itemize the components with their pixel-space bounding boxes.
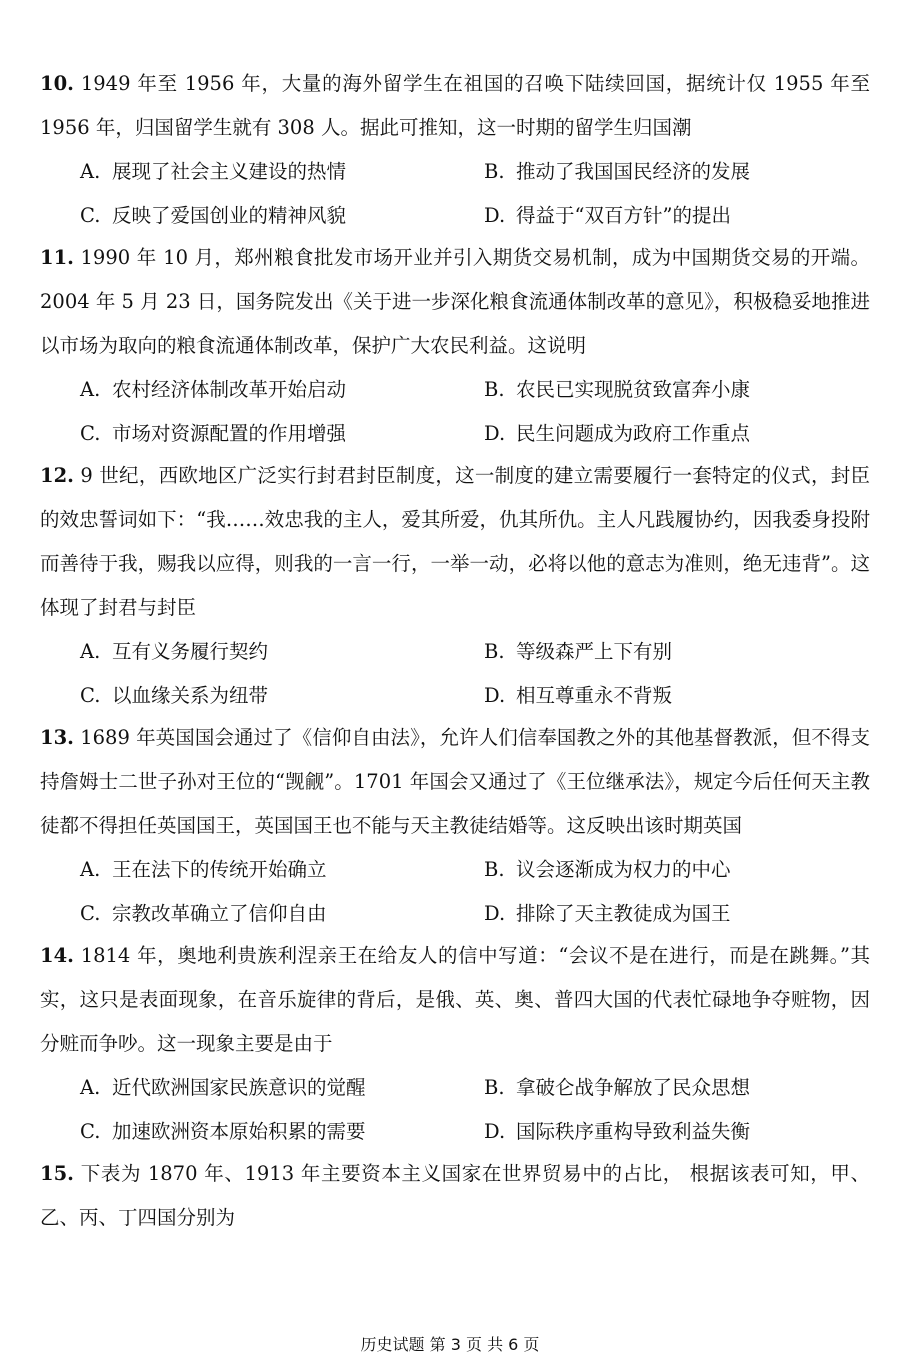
option-a: A. 王在法下的传统开始确立 — [80, 858, 327, 881]
option-b: B. 等级森严上下有别 — [484, 640, 673, 663]
question-number: 11. — [40, 246, 74, 269]
option-c: C. 宗教改革确立了信仰自由 — [80, 902, 327, 925]
question-15 — [40, 1152, 870, 1240]
option-b: B. 拿破仑战争解放了民众思想 — [484, 1076, 751, 1099]
option-a: A. 近代欧洲国家民族意识的觉醒 — [80, 1076, 366, 1099]
question-number: 14. — [40, 944, 74, 967]
option-b: B. 农民已实现脱贫致富奔小康 — [484, 378, 751, 401]
page-footer: 历史试题 第 3 页 共 6 页 — [360, 1335, 540, 1354]
options — [40, 368, 870, 456]
question-number: 15. — [40, 1162, 74, 1185]
option-a: A. 互有义务履行契约 — [80, 640, 269, 663]
question-number: 10. — [40, 72, 74, 95]
question-stem: 1689 年英国国会通过了《信仰自由法》，允许人们信奉国教之外的其他基督教派，但不得支持詹姆士二世子孙对王位的“觊觎”。1701 年国会又通过了《王位继承法》，规定今后任何天主教徒都不得担任英国国王，英国国王也不能与天主教徒结婚等。这反映出该时期英国 — [40, 726, 871, 837]
option-d: D. 排除了天主教徒成为国王 — [484, 902, 731, 925]
option-a: A. 农村经济体制改革开始启动 — [80, 378, 347, 401]
question-stem: 9 世纪，西欧地区广泛实行封君封臣制度，这一制度的建立需要履行一套特定的仪式，封臣的效忠誓词如下：“我……效忠我的主人，爱其所爱，仇其所仇。主人凡践履协约，因我委身投附而善待于我，赐我以应得，则我的一言一行，一举一动，必将以他的意志为准则，绝无违背”。这体现了封君与封臣 — [40, 464, 870, 619]
option-c: C. 加速欧洲资本原始积累的需要 — [80, 1120, 366, 1143]
question-number: 13. — [40, 726, 74, 749]
question-10 — [40, 62, 870, 238]
options — [40, 848, 870, 936]
option-c: C. 反映了爱国创业的精神风貌 — [80, 204, 347, 227]
option-d: D. 相互尊重永不背叛 — [484, 684, 673, 707]
option-b: B. 议会逐渐成为权力的中心 — [484, 858, 731, 881]
question-number: 12. — [40, 464, 74, 487]
question-13 — [40, 716, 870, 936]
question-stem: 1949 年至 1956 年，大量的海外留学生在祖国的召唤下陆续回国，据统计仅 1955 年至 1956 年，归国留学生就有 308 人。据此可推知，这一时期的留学生归国潮 — [40, 72, 871, 139]
option-d: D. 民生问题成为政府工作重点 — [484, 422, 751, 445]
options — [40, 630, 870, 718]
options — [40, 150, 870, 238]
option-a: A. 展现了社会主义建设的热情 — [80, 160, 347, 183]
option-c: C. 以血缘关系为纽带 — [80, 684, 269, 707]
question-14 — [40, 934, 870, 1154]
option-d: D. 国际秩序重构导致利益失衡 — [484, 1120, 751, 1143]
question-stem: 1814 年，奥地利贵族利涅亲王在给友人的信中写道：“会议不是在进行，而是在跳舞。”其实，这只是表面现象，在音乐旋律的背后，是俄、英、奥、普四大国的代表忙碌地争夺赃物，因分赃而争吵。这一现象主要是由于 — [40, 944, 870, 1055]
question-11 — [40, 236, 870, 456]
options — [40, 1066, 870, 1154]
question-stem: 下表为 1870 年、1913 年主要资本主义国家在世界贸易中的占比， 根据该表可知，甲、乙、丙、丁四国分别为 — [40, 1162, 871, 1229]
question-stem: 1990 年 10 月，郑州粮食批发市场开业并引入期货交易机制，成为中国期货交易的开端。2004 年 5 月 23 日，国务院发出《关于进一步深化粮食流通体制改革的意见》，积极稳妥地推进以市场为取向的粮食流通体制改革，保护广大农民利益。这说明 — [40, 246, 870, 357]
option-d: D. 得益于“双百方针”的提出 — [484, 204, 731, 227]
question-12 — [40, 454, 870, 718]
option-b: B. 推动了我国国民经济的发展 — [484, 160, 751, 183]
option-c: C. 市场对资源配置的作用增强 — [80, 422, 347, 445]
